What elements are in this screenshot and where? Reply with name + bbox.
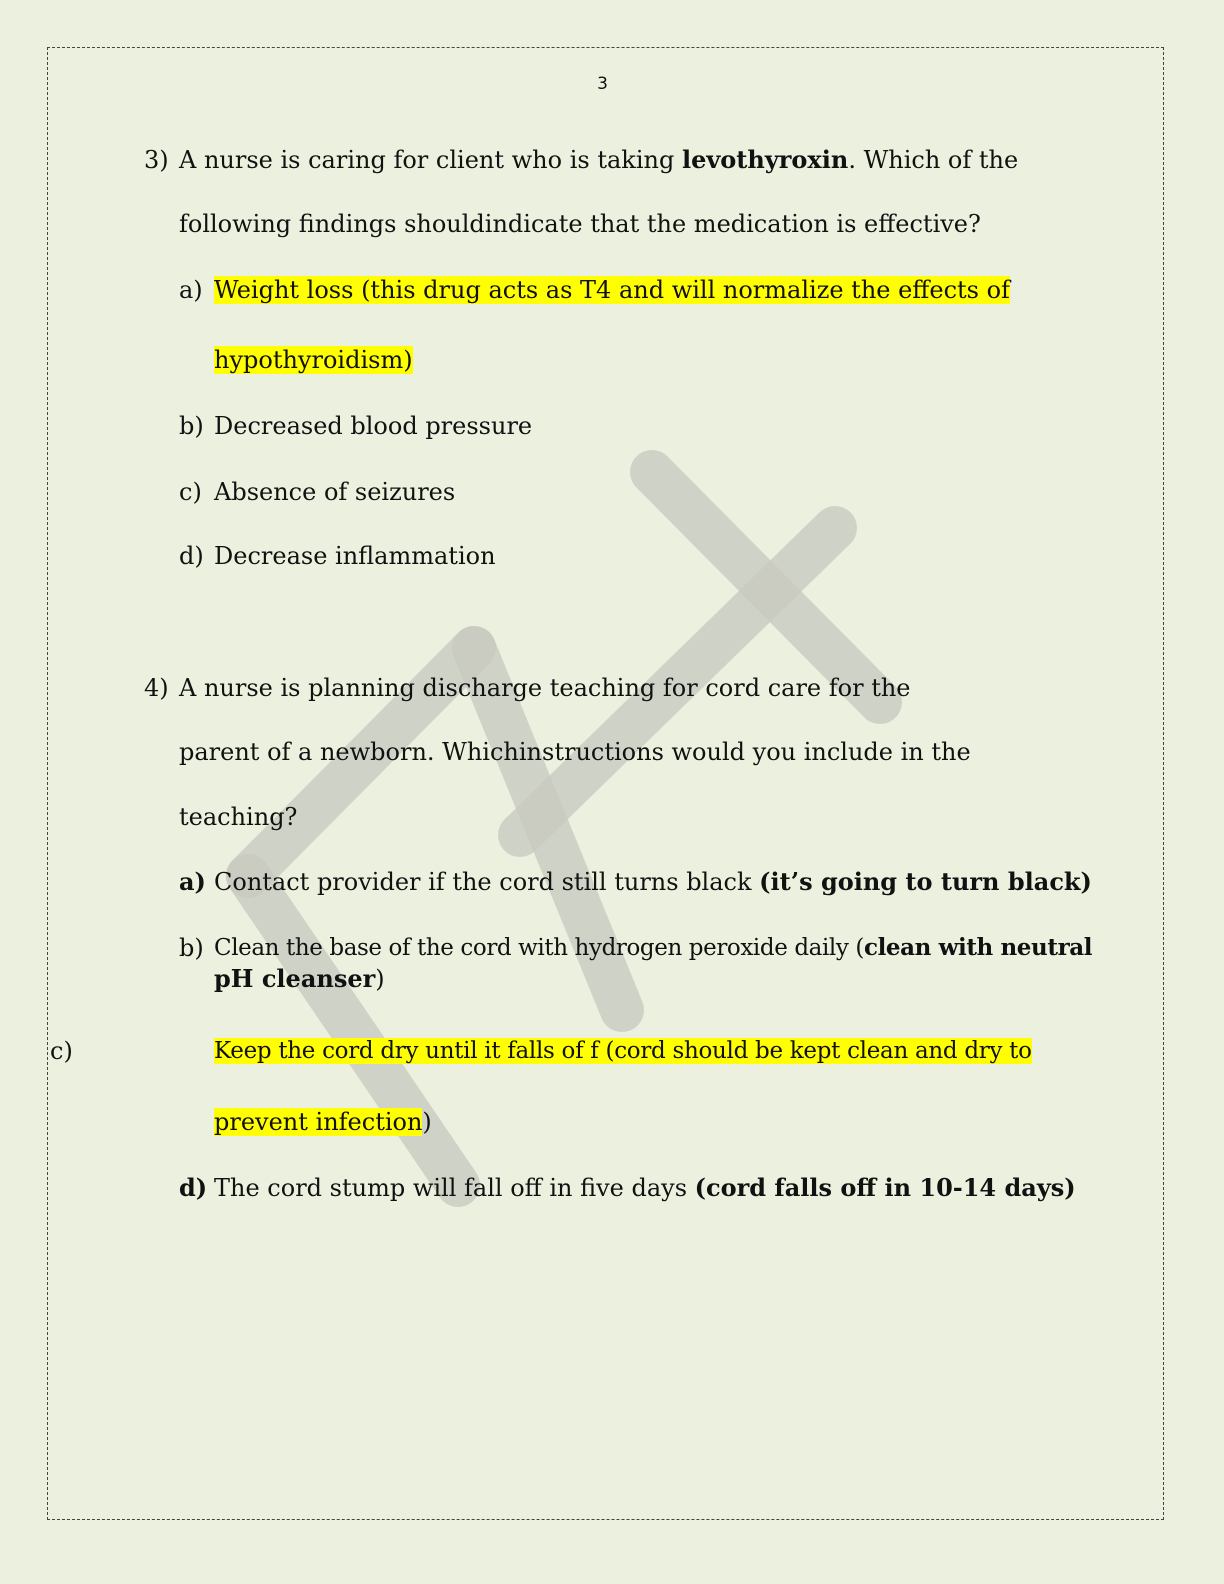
option-letter: a) (179, 867, 206, 896)
option-c-correct (214, 1036, 1032, 1066)
option-letter: c) (179, 478, 202, 506)
stem-text: . Which of the (848, 146, 1019, 174)
option-letter: d) (179, 1173, 208, 1202)
page-border (47, 47, 1164, 1520)
option-note: pH cleanser (214, 964, 376, 993)
option-note: (cord falls off in 10-14 days) (694, 1173, 1076, 1202)
option-a-correct (214, 275, 1010, 305)
question-number: 4) (144, 674, 169, 702)
option-text: The cord stump will fall off in five days (214, 1174, 695, 1202)
option-c-correct (214, 1107, 432, 1137)
highlighted-answer: prevent infection (214, 1108, 423, 1136)
highlighted-answer: hypothyroidism) (214, 346, 413, 374)
option-a-correct (214, 345, 413, 375)
option-letter: c) (50, 1037, 73, 1065)
option-text: Contact provider if the cord still turns black (214, 868, 760, 896)
question-stem: A nurse is planning discharge teaching for cord care for the (179, 674, 911, 702)
stem-text: A nurse is caring for client who is taking (179, 146, 682, 174)
option-letter: d) (179, 542, 204, 570)
option-b (214, 964, 385, 994)
option-d (214, 1173, 1076, 1203)
page-number: 3 (597, 74, 608, 94)
option-b (214, 933, 1092, 963)
question-stem: parent of a newborn. Whichinstructions would you include in the (179, 738, 971, 766)
option-d: Decrease inflammation (214, 542, 496, 570)
question-number: 3) (144, 146, 169, 174)
question-stem (179, 145, 1018, 175)
option-note: (it’s going to turn black) (759, 867, 1092, 896)
option-note: clean with neutral (863, 934, 1093, 961)
question-stem: teaching? (179, 803, 298, 831)
option-letter: b) (179, 934, 204, 962)
option-c: Absence of seizures (214, 478, 456, 506)
question-stem: following findings shouldindicate that the medication is effective? (179, 210, 981, 238)
option-text: Clean the base of the cord with hydrogen peroxide daily ( (214, 935, 864, 961)
option-b: Decreased blood pressure (214, 412, 533, 440)
option-text: ) (375, 965, 385, 993)
option-text: ) (422, 1108, 432, 1136)
drug-name: levothyroxin (681, 145, 849, 174)
highlighted-answer: Weight loss (this drug acts as T4 and will normalize the effects of (214, 276, 1010, 304)
option-a (214, 867, 1092, 897)
highlighted-answer: Keep the cord dry until it falls of f (cord should be kept clean and dry to (214, 1038, 1032, 1064)
option-letter: a) (179, 276, 203, 304)
option-letter: b) (179, 412, 204, 440)
